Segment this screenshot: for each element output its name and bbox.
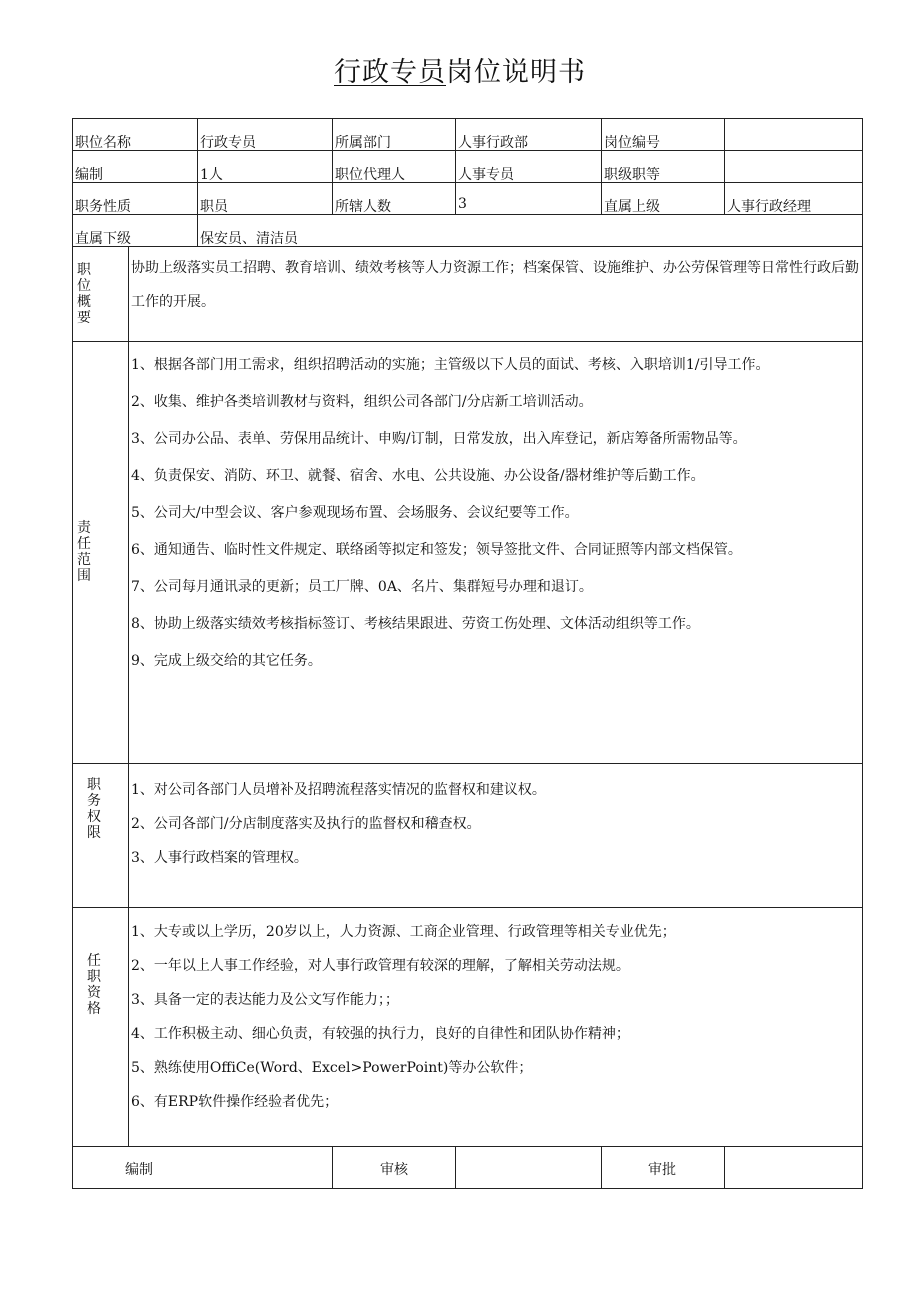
section-label-authority: 职 务 权 限 <box>87 777 101 841</box>
list-item: 3、具备一定的表达能力及公文写作能力；； <box>131 992 399 1008</box>
summary-text: 协助上级落实员工招聘、教育培训、绩效考核等人力资源工作；档案保管、设施维护、办公劳保管理等日常性行政后勤工作的开展。 <box>131 260 859 310</box>
field-value-position-name: 行政专员 <box>200 135 256 151</box>
field-label-position-name: 职位名称 <box>75 135 131 151</box>
field-label-subordinates-count: 所辖人数 <box>335 199 391 215</box>
field-label-supervisor: 直属上级 <box>604 199 660 215</box>
list-item: 4、负责保安、消防、环卫、就餐、宿舍、水电、公共设施、办公设备/器材维护等后勤工作。 <box>131 468 705 484</box>
list-item: 6、有ERP软件操作经验者优先； <box>131 1094 339 1110</box>
field-value-supervisor: 人事行政经理 <box>727 199 811 215</box>
field-value-headcount: 1人 <box>200 167 223 183</box>
list-item: 7、公司每月通讯录的更新；员工厂牌、0A、名片、集群短号办理和退订。 <box>131 579 593 595</box>
list-item: 2、公司各部门/分店制度落实及执行的监督权和稽查权。 <box>131 816 481 832</box>
list-item: 3、公司办公品、表单、劳保用品统计、申购/订制，日常发放，出入库登记，新店筹备所需物品等。 <box>131 431 747 447</box>
list-item: 2、一年以上人事工作经验，对人事行政管理有较深的理解，了解相关劳动法规。 <box>131 958 630 974</box>
field-label-post-code: 岗位编号 <box>604 135 660 151</box>
list-item: 1、根据各部门用工需求，组织招聘活动的实施；主管级以下人员的面试、考核、入职培训1/引导工作。 <box>131 357 770 373</box>
document-title: 行政专员岗位说明书 <box>334 57 586 88</box>
list-item: 4、工作积极主动、细心负责，有较强的执行力，良好的自律性和团队协作精神； <box>131 1026 630 1042</box>
section-label-duties: 责 任 范 围 <box>77 520 91 584</box>
field-label-nature: 职务性质 <box>75 199 131 215</box>
field-label-grade: 职级职等 <box>604 167 660 183</box>
list-item: 2、收集、维护各类培训教材与资料，组织公司各部门/分店新工培训活动。 <box>131 394 593 410</box>
field-value-department: 人事行政部 <box>458 135 528 151</box>
reviewed-by-label: 审核 <box>380 1162 408 1178</box>
field-label-direct-reports: 直属下级 <box>75 231 131 247</box>
list-item: 9、完成上级交给的其它任务。 <box>131 653 322 669</box>
field-value-subordinates-count: 3 <box>458 196 467 212</box>
field-value-nature: 职员 <box>200 199 228 215</box>
list-item: 5、公司大/中型会议、客户参观现场布置、会场服务、会议纪要等工作。 <box>131 505 579 521</box>
section-label-qualifications: 任 职 资 格 <box>87 953 101 1017</box>
list-item: 8、协助上级落实绩效考核指标签订、考核结果跟进、劳资工伤处理、文体活动组织等工作。 <box>131 616 700 632</box>
approved-by-label: 审批 <box>648 1162 676 1178</box>
list-item: 1、大专或以上学历，20岁以上，人力资源、工商企业管理、行政管理等相关专业优先； <box>131 924 676 940</box>
field-label-department: 所属部门 <box>335 135 391 151</box>
list-item: 6、通知通告、临时性文件规定、联络函等拟定和签发；领导签批文件、合同证照等内部文档保管。 <box>131 542 742 558</box>
list-item: 3、人事行政档案的管理权。 <box>131 850 308 866</box>
list-item: 5、熟练使用OffiCe(Word、Excel>PowerPoint)等办公软件； <box>131 1060 533 1076</box>
section-label-summary: 职 位 概 要 <box>77 262 91 326</box>
field-label-deputy: 职位代理人 <box>335 167 405 183</box>
prepared-by-label: 编制 <box>125 1162 153 1178</box>
list-item: 1、对公司各部门人员增补及招聘流程落实情况的监督权和建议权。 <box>131 782 546 798</box>
field-value-direct-reports: 保安员、清洁员 <box>200 231 298 247</box>
field-label-headcount: 编制 <box>75 167 103 183</box>
field-value-deputy: 人事专员 <box>458 167 514 183</box>
